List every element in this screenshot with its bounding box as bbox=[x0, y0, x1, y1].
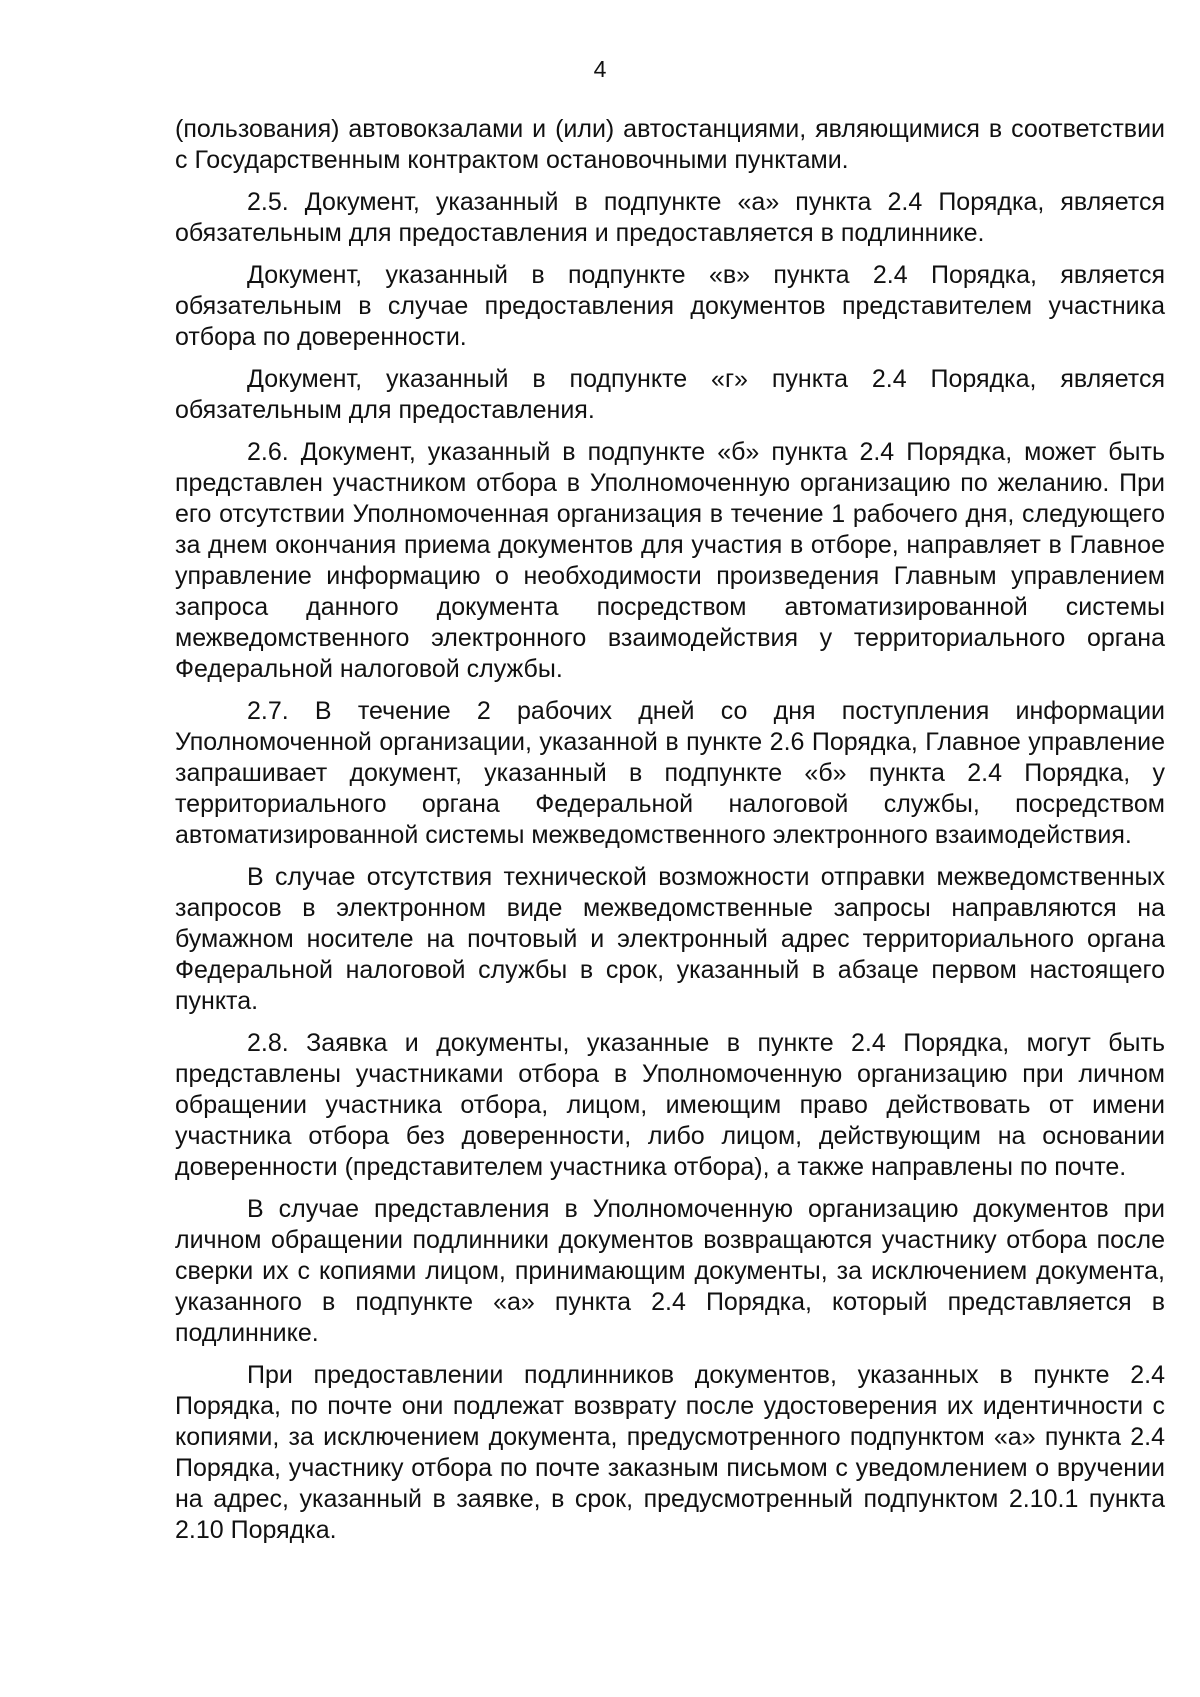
document-body bbox=[175, 114, 1165, 1557]
page-number: 4 bbox=[593, 56, 607, 82]
paragraph-2-5-doc-g: Документ, указанный в подпункте «г» пункта 2.4 Порядка, является обязательным для предоставления. bbox=[175, 365, 1165, 424]
paragraph-2-7-paper-requests: В случае отсутствия технической возможности отправки межведомственных запросов в электронном виде межведомственные запросы направляются на бумажном носителе на почтовый и электронный адрес территориального органа Федеральной налоговой службы в срок, указанный в абзаце первом настоящего пункта. bbox=[175, 863, 1165, 1015]
paragraph-2-8-mail-return: При предоставлении подлинников документов, указанных в пункте 2.4 Порядка, по почте они подлежат возврату после удостоверения их идентичности с копиями, за исключением документа, предусмотренного подпунктом «а» пункта 2.4 Порядка, участнику отбора по почте заказным письмом с уведомлением о вручении на адрес, указанный в заявке, в срок, предусмотренный подпунктом 2.10.1 пункта 2.10 Порядка. bbox=[175, 1361, 1165, 1544]
paragraph-2-5-doc-v: Документ, указанный в подпункте «в» пункта 2.4 Порядка, является обязательным в случае предоставления документов представителем участника отбора по доверенности. bbox=[175, 261, 1165, 351]
paragraph-2-5: 2.5. Документ, указанный в подпункте «а» пункта 2.4 Порядка, является обязательным для предоставления и предоставляется в подлиннике. bbox=[175, 188, 1165, 247]
paragraph-2-8: 2.8. Заявка и документы, указанные в пункте 2.4 Порядка, могут быть представлены участниками отбора в Уполномоченную организацию при личном обращении участника отбора, лицом, имеющим право действовать от имени участника отбора без доверенности, либо лицом, действующим на основании доверенности (представителем участника отбора), а также направлены по почте. bbox=[175, 1029, 1165, 1181]
paragraph-2-7: 2.7. В течение 2 рабочих дней со дня поступления информации Уполномоченной организации, указанной в пункте 2.6 Порядка, Главное управление запрашивает документ, указанный в подпункте «б» пункта 2.4 Порядка, у территориального органа Федеральной налоговой службы, посредством автоматизированной системы межведомственного электронного взаимодействия. bbox=[175, 697, 1165, 849]
paragraph-2-8-personal-return: В случае представления в Уполномоченную организацию документов при личном обращении подлинники документов возвращаются участнику отбора после сверки их с копиями лицом, принимающим документы, за исключением документа, указанного в подпункте «а» пункта 2.4 Порядка, который представляется в подлиннике. bbox=[175, 1195, 1165, 1347]
paragraph-2-6: 2.6. Документ, указанный в подпункте «б» пункта 2.4 Порядка, может быть представлен участником отбора в Уполномоченную организацию по желанию. При его отсутствии Уполномоченная организация в течение 1 рабочего дня, следующего за днем окончания приема документов для участия в отборе, направляет в Главное управление информацию о необходимости произведения Главным управлением запроса данного документа посредством автоматизированной системы межведомственного электронного взаимодействия у территориального органа Федеральной налоговой службы. bbox=[175, 438, 1165, 683]
paragraph-continuation: (пользования) автовокзалами и (или) автостанциями, являющимися в соответствии с Государственным контрактом остановочными пунктами. bbox=[175, 115, 1165, 174]
